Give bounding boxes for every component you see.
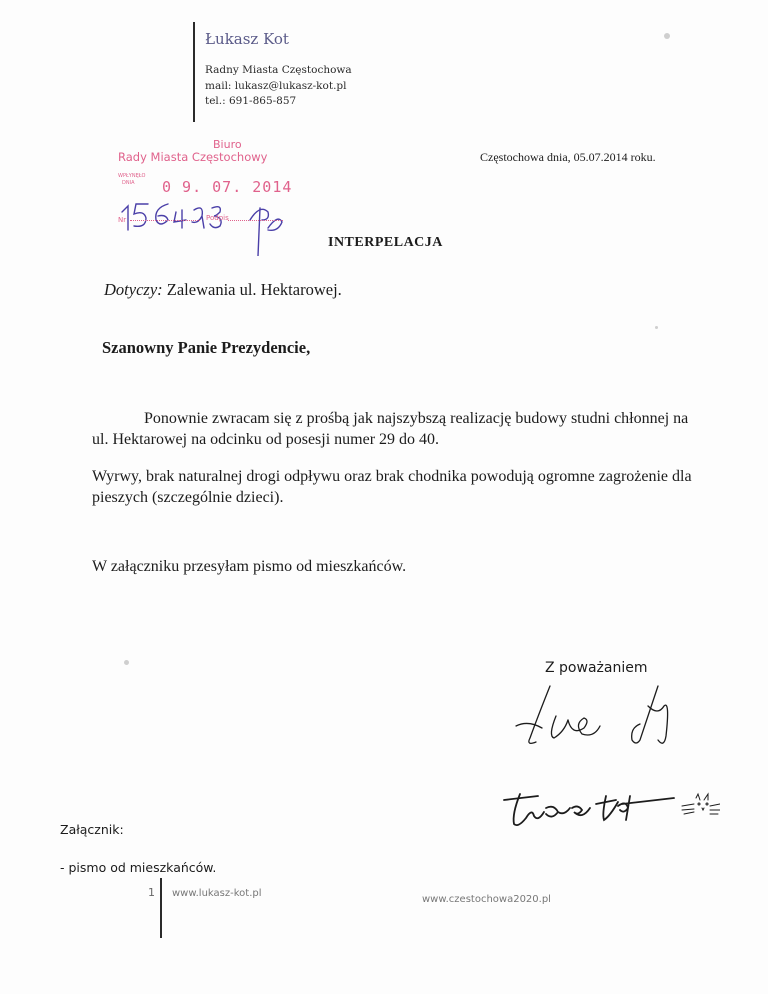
footer-page-number: 1 xyxy=(148,886,155,899)
attachment-label: Załącznik: xyxy=(60,822,124,837)
letterhead-bar xyxy=(193,22,195,122)
attachment-item: - pismo od mieszkańców. xyxy=(60,860,217,875)
paragraph-2: Wyrwy, brak naturalnej drogi odpływu oraz brak chodnika powodują ogromne zagrożenie dla pieszych (szczególnie dzieci). xyxy=(92,468,692,506)
footer-url-2: www.czestochowa2020.pl xyxy=(422,894,551,905)
paper-speck xyxy=(124,660,129,665)
paper-speck xyxy=(655,326,658,329)
stamp-small-1: WPŁYNĘŁO xyxy=(118,173,146,179)
paragraph-3: W załączniku przesyłam pismo od mieszkańców. xyxy=(92,558,407,575)
closing-text: Z poważaniem xyxy=(545,660,648,676)
letterhead-tel: tel.: 691-865-857 xyxy=(205,95,297,107)
stamp-line-2: Rady Miasta Częstochowy xyxy=(118,150,268,164)
document-title: INTERPELACJA xyxy=(328,235,443,250)
stamp-podpis-dots xyxy=(228,220,283,221)
subject-line xyxy=(104,280,342,300)
subject-text: Zalewania ul. Hektarowej. xyxy=(162,280,342,299)
letterhead-mail: mail: lukasz@lukasz-kot.pl xyxy=(205,80,347,92)
signature-autograph xyxy=(498,786,678,832)
letter-date: Częstochowa dnia, 05.07.2014 roku. xyxy=(480,150,656,164)
stamp-nr-label: Nr xyxy=(118,216,127,224)
footer-url-1: www.lukasz-kot.pl xyxy=(172,888,262,899)
stamp-handwritten-number xyxy=(118,190,298,256)
footer-bar xyxy=(160,878,162,938)
subject-label: Dotyczy: xyxy=(104,280,163,299)
letterhead-role: Radny Miasta Częstochowa xyxy=(205,64,352,76)
letterhead-name: Łukasz Kot xyxy=(205,30,289,48)
stamp-date: 0 9. 07. 2014 xyxy=(162,178,293,196)
stamp-podpis-label: Podpis xyxy=(206,214,229,222)
cat-doodle-icon xyxy=(680,792,720,822)
paper-speck xyxy=(664,33,670,39)
handwritten-signature xyxy=(508,676,688,756)
stamp-small-2: DNIA xyxy=(122,180,135,186)
stamp-nr-dots xyxy=(130,220,200,221)
paragraph-1: Ponownie zwracam się z prośbą jak najszybszą realizację budowy studni chłonnej na ul. Hektarowej na odcinku od posesji numer 29 do 40. xyxy=(92,410,689,448)
greeting: Szanowny Panie Prezydencie, xyxy=(102,338,311,357)
stamp-line-1: Biuro xyxy=(213,138,242,151)
